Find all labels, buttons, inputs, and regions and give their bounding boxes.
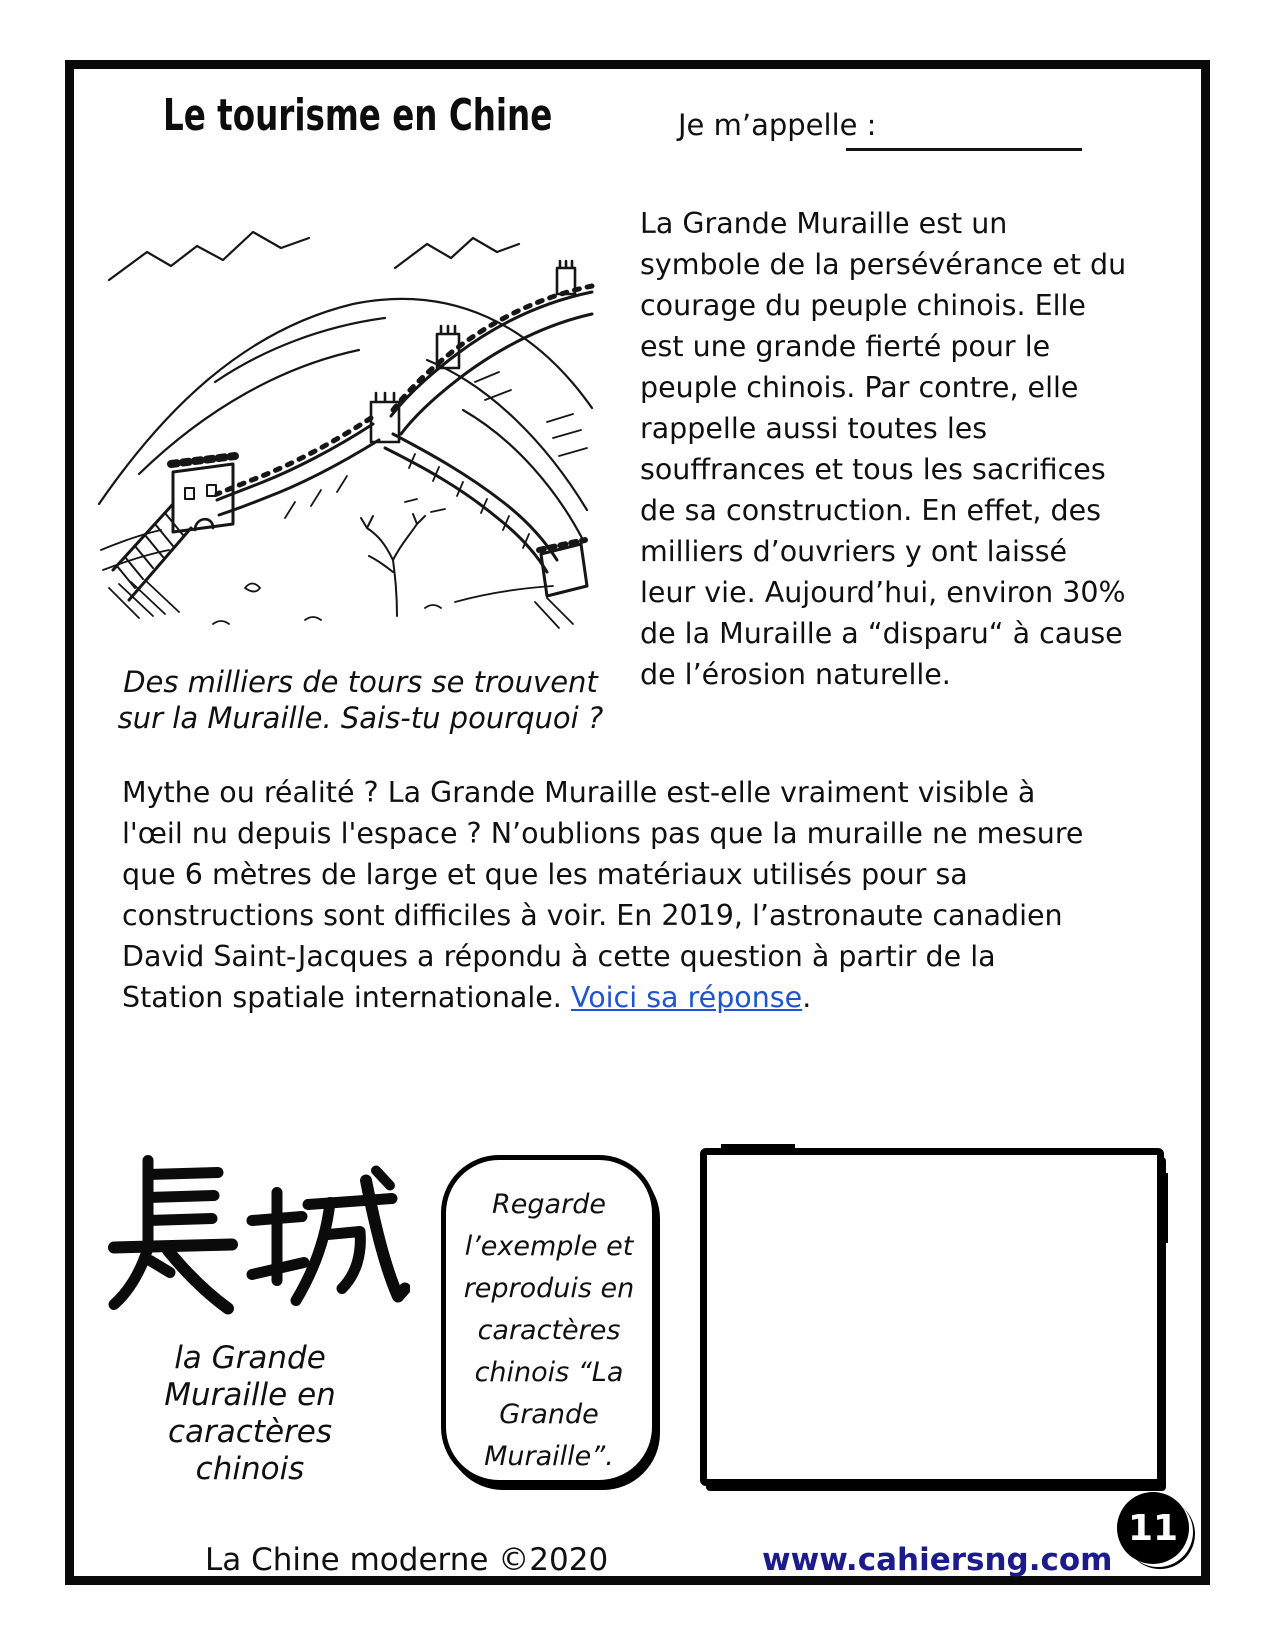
intro-line: La Grande Muraille est un — [640, 207, 1008, 240]
intro-line: courage du peuple chinois. Elle — [640, 289, 1086, 322]
intro-line: de la Muraille a “disparu“ à cause — [640, 617, 1123, 650]
footer-website-link[interactable]: www.cahiersng.com — [762, 1542, 1113, 1578]
wall-caption — [108, 664, 613, 736]
chinese-characters-calligraphy — [100, 1140, 410, 1335]
footer-copyright: La Chine moderne ©2020 — [205, 1542, 609, 1578]
chinese-caption-line: caractères — [167, 1414, 333, 1450]
bubble-line: caractères — [477, 1315, 621, 1346]
bubble-line: Regarde — [492, 1189, 606, 1220]
name-blank-line[interactable] — [846, 112, 1082, 151]
mythe-line: que 6 mètres de large et que les matériaux utilisés pour sa — [122, 858, 968, 891]
intro-line: souffrances et tous les sacrifices — [640, 453, 1106, 486]
intro-line: peuple chinois. Par contre, elle — [640, 371, 1079, 404]
page-title: Le tourisme en Chine — [163, 90, 553, 141]
bubble-line: l’exemple et — [464, 1231, 634, 1262]
mythe-line: constructions sont difficiles à voir. En 2019, l’astronaute canadien — [122, 899, 1063, 932]
wall-caption-line: Des milliers de tours se trouvent — [123, 665, 598, 699]
mythe-line: l'œil nu depuis l'espace ? N’oublions pas que la muraille ne mesure — [122, 817, 1084, 850]
intro-line: leur vie. Aujourd’hui, environ 30% — [640, 576, 1126, 609]
wall-caption-line: sur la Muraille. Sais-tu pourquoi ? — [117, 701, 604, 735]
intro-line: de sa construction. En effet, des — [640, 494, 1102, 527]
instruction-bubble-text — [446, 1184, 652, 1478]
bubble-line: chinois “La — [474, 1357, 624, 1388]
mythe-last-line-text: Station spatiale internationale. — [122, 981, 571, 1014]
intro-line: milliers d’ouvriers y ont laissé — [640, 535, 1068, 568]
intro-line: symbole de la persévérance et du — [640, 248, 1127, 281]
bubble-line: Muraille”. — [484, 1441, 614, 1472]
instruction-bubble — [441, 1155, 657, 1485]
answer-drawing-box[interactable] — [700, 1148, 1164, 1486]
mythe-line: David Saint-Jacques a répondu à cette question à partir de la — [122, 940, 996, 973]
great-wall-illustration — [95, 172, 595, 642]
chinese-caption-line: chinois — [195, 1451, 305, 1487]
page-number: 11 — [1127, 1507, 1179, 1549]
intro-line: de l’érosion naturelle. — [640, 658, 951, 691]
mythe-paragraph — [122, 772, 1083, 1018]
bubble-line: reproduis en — [463, 1273, 635, 1304]
page-number-badge — [1117, 1492, 1189, 1564]
chinese-caption — [95, 1340, 405, 1488]
bubble-line: Grande — [499, 1399, 599, 1430]
chinese-caption-line: la Grande — [174, 1340, 326, 1376]
chinese-caption-line: Muraille en — [164, 1377, 336, 1413]
mythe-last-line — [122, 977, 1083, 1018]
name-label: Je m’appelle : — [678, 108, 877, 142]
intro-line: est une grande fierté pour le — [640, 330, 1051, 363]
intro-paragraph — [640, 203, 1126, 695]
mythe-line: Mythe ou réalité ? La Grande Muraille est-elle vraiment visible à — [122, 776, 1036, 809]
intro-line: rappelle aussi toutes les — [640, 412, 988, 445]
voici-sa-reponse-link[interactable]: Voici sa réponse — [570, 981, 803, 1014]
mythe-last-line-period: . — [802, 981, 812, 1014]
